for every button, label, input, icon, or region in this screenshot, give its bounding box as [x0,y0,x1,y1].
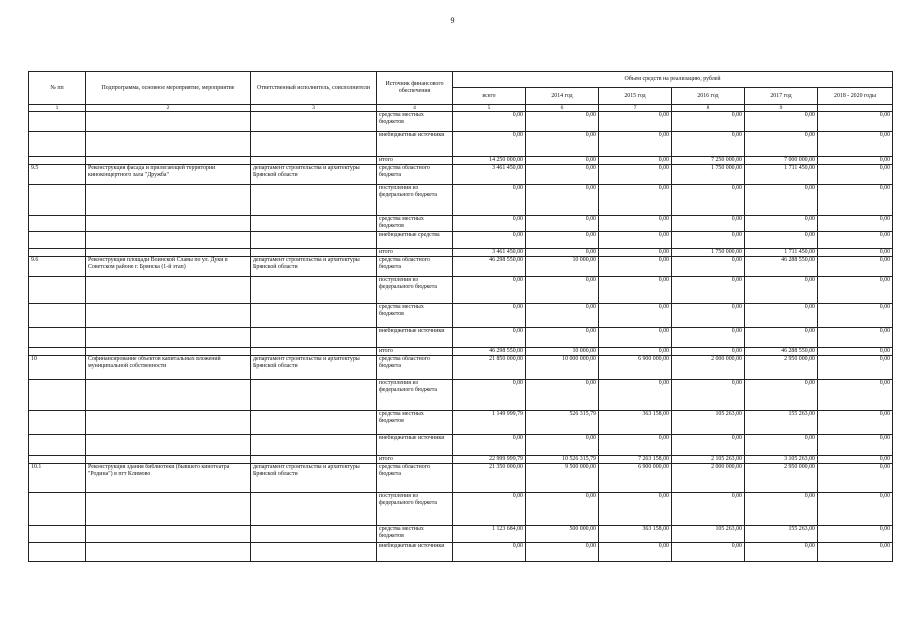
table-row [29,356,893,380]
funding-source: поступления из федерального бюджета [377,493,453,526]
row-number: 9.5 [29,165,86,185]
row-number: 10.1 [29,464,86,493]
amount-2015: 0,00 [599,165,672,185]
row-number [29,493,86,526]
funding-source: поступления из федерального бюджета [377,185,453,216]
amount-2015: 6 900 000,00 [599,464,672,493]
header-2017: 2017 год [745,88,818,105]
amount-2015: 0,00 [599,328,672,348]
table-row [29,456,893,464]
row-number [29,216,86,232]
amount-2014: 10 000,00 [526,348,599,356]
amount-total: 21 850 000,00 [453,356,526,380]
amount-total: 0,00 [453,304,526,328]
budget-table [28,71,893,562]
program-name [86,112,251,132]
executor-name [251,132,377,157]
funding-source: средства областного бюджета [377,165,453,185]
funding-source: средства местных бюджетов [377,411,453,435]
amount-2016: 7 250 000,00 [672,157,745,165]
amount-2016: 2 105 263,00 [672,456,745,464]
index-cell: 8 [672,105,745,112]
amount-2017: 0,00 [745,216,818,232]
amount-2015: 6 900 000,00 [599,356,672,380]
executor-name [251,249,377,257]
row-number [29,456,86,464]
row-number [29,185,86,216]
executor-name [251,232,377,249]
amount-2018-2020: 0,00 [818,112,893,132]
executor-name [251,216,377,232]
funding-source: поступления из федерального бюджета [377,380,453,411]
amount-2018-2020: 0,00 [818,464,893,493]
index-cell: 9 [745,105,818,112]
funding-source: итого [377,249,453,257]
row-number [29,157,86,165]
index-cell: 2 [86,105,251,112]
amount-2018-2020: 0,00 [818,411,893,435]
amount-2015: 0,00 [599,435,672,456]
table-row [29,249,893,257]
funding-source: средства областного бюджета [377,464,453,493]
amount-2017: 0,00 [745,132,818,157]
table-body [29,112,893,562]
page-number: 9 [450,16,455,25]
table-row [29,464,893,493]
amount-2018-2020: 0,00 [818,348,893,356]
funding-source: итого [377,456,453,464]
amount-2016: 105 263,00 [672,411,745,435]
amount-2017: 0,00 [745,112,818,132]
executor-name [251,277,377,304]
amount-2017: 155 263,00 [745,526,818,543]
header-2015: 2015 год [599,88,672,105]
amount-2016: 2 000 000,00 [672,464,745,493]
amount-2018-2020: 0,00 [818,277,893,304]
header-2018-2020: 2018 - 2020 годы [818,88,893,105]
executor-name [251,543,377,562]
amount-2014: 0,00 [526,165,599,185]
table-row [29,435,893,456]
amount-2017: 0,00 [745,232,818,249]
row-number [29,380,86,411]
amount-2015: 0,00 [599,304,672,328]
program-name [86,185,251,216]
row-number [29,435,86,456]
amount-2016: 0,00 [672,435,745,456]
amount-2014: 9 500 000,00 [526,464,599,493]
funding-source: внебюджетные источники [377,132,453,157]
amount-2014: 10 000 000,00 [526,356,599,380]
row-number [29,411,86,435]
program-name [86,232,251,249]
program-name [86,328,251,348]
amount-2015: 0,00 [599,112,672,132]
funding-source: итого [377,348,453,356]
amount-2016: 0,00 [672,232,745,249]
executor-name [251,411,377,435]
program-name [86,304,251,328]
amount-2017: 7 000 000,00 [745,157,818,165]
amount-2017: 2 950 000,00 [745,356,818,380]
table-row [29,185,893,216]
table-row [29,216,893,232]
executor-name [251,157,377,165]
table-row [29,257,893,277]
executor-name [251,380,377,411]
amount-2016: 1 750 000,00 [672,165,745,185]
funding-source: средства местных бюджетов [377,304,453,328]
table-row [29,328,893,348]
program-name [86,157,251,165]
amount-total: 0,00 [453,277,526,304]
amount-2016: 0,00 [672,304,745,328]
funding-source: средства областного бюджета [377,356,453,380]
amount-2016: 0,00 [672,132,745,157]
index-cell: 3 [251,105,377,112]
amount-total: 1 149 999,79 [453,411,526,435]
table-row [29,526,893,543]
funding-source: внебюджетные источники [377,435,453,456]
executor-name [251,304,377,328]
header-source: Источник финансового обеспечения [377,72,453,105]
amount-2016: 0,00 [672,185,745,216]
amount-2017: 46 288 550,00 [745,348,818,356]
row-number [29,132,86,157]
amount-2016: 0,00 [672,328,745,348]
amount-2014: 0,00 [526,185,599,216]
amount-2018-2020: 0,00 [818,249,893,257]
program-name: Софинансирование объектов капитальных вложений муниципальной собственности [86,356,251,380]
table-row [29,132,893,157]
funding-source: внебюджетные источники [377,543,453,562]
table-row [29,543,893,562]
amount-2017: 0,00 [745,304,818,328]
amount-2016: 0,00 [672,277,745,304]
amount-2015: 363 158,00 [599,526,672,543]
executor-name [251,185,377,216]
funding-source: средства областного бюджета [377,257,453,277]
amount-total: 0,00 [453,132,526,157]
row-number [29,348,86,356]
funding-source: поступления из федерального бюджета [377,277,453,304]
amount-2014: 10 000,00 [526,257,599,277]
amount-2018-2020: 0,00 [818,257,893,277]
amount-2016: 0,00 [672,380,745,411]
amount-2014: 0,00 [526,249,599,257]
amount-2014: 0,00 [526,380,599,411]
amount-2018-2020: 0,00 [818,132,893,157]
index-cell: 7 [599,105,672,112]
amount-total: 0,00 [453,435,526,456]
amount-2018-2020: 0,00 [818,304,893,328]
amount-2017: 0,00 [745,493,818,526]
table-row [29,348,893,356]
table-row [29,411,893,435]
amount-2016: 0,00 [672,543,745,562]
amount-2015: 0,00 [599,277,672,304]
amount-2017: 46 288 550,00 [745,257,818,277]
amount-2018-2020: 0,00 [818,526,893,543]
program-name [86,249,251,257]
program-name [86,526,251,543]
row-number [29,304,86,328]
index-cell: 4 [377,105,453,112]
row-number [29,328,86,348]
funding-source: средства местных бюджетов [377,526,453,543]
program-name [86,411,251,435]
amount-2018-2020: 0,00 [818,380,893,411]
amount-2014: 0,00 [526,543,599,562]
amount-2017: 2 950 000,00 [745,464,818,493]
table-row [29,157,893,165]
amount-total: 0,00 [453,232,526,249]
row-number [29,526,86,543]
amount-2015: 0,00 [599,157,672,165]
funding-source: средства местных бюджетов [377,216,453,232]
executor-name [251,493,377,526]
amount-2018-2020: 0,00 [818,157,893,165]
amount-2018-2020: 0,00 [818,328,893,348]
amount-2017: 0,00 [745,185,818,216]
amount-2016: 0,00 [672,216,745,232]
row-number: 10 [29,356,86,380]
header-no: № пп [29,72,86,105]
amount-2017: 1 711 450,00 [745,249,818,257]
row-number [29,277,86,304]
amount-total: 0,00 [453,328,526,348]
program-name: Реконструкция фасада и прилегающей территории киноконцертного зала "Дружба" [86,165,251,185]
executor-name [251,348,377,356]
program-name [86,493,251,526]
executor-name [251,112,377,132]
amount-2017: 0,00 [745,543,818,562]
header-program: Подпрограмма, основное мероприятие, мероприятие [86,72,251,105]
amount-total: 22 999 999,79 [453,456,526,464]
amount-2018-2020: 0,00 [818,435,893,456]
amount-2014: 0,00 [526,157,599,165]
amount-2017: 0,00 [745,277,818,304]
amount-2014: 0,00 [526,216,599,232]
amount-2017: 0,00 [745,380,818,411]
amount-2015: 0,00 [599,232,672,249]
table-row [29,165,893,185]
table-row [29,112,893,132]
program-name [86,435,251,456]
row-number: 9.6 [29,257,86,277]
program-name: Реконструкция здания библиотеки (бывшего кинотеатра "Родина") в пгт Климово [86,464,251,493]
amount-2015: 0,00 [599,249,672,257]
amount-2015: 0,00 [599,257,672,277]
program-name: Реконструкция площади Воинской Славы по ул. Дуки в Советском районе г. Брянска (1-й этап) [86,257,251,277]
amount-2014: 0,00 [526,304,599,328]
table-row [29,380,893,411]
row-number [29,249,86,257]
amount-2016: 0,00 [672,257,745,277]
amount-2018-2020: 0,00 [818,165,893,185]
amount-2017: 0,00 [745,328,818,348]
header-2014: 2014 год [526,88,599,105]
header-2016: 2016 год [672,88,745,105]
column-index-row [29,105,893,112]
funding-source: внебюджетные источники [377,328,453,348]
amount-2014: 0,00 [526,328,599,348]
table-row [29,232,893,249]
amount-2018-2020: 0,00 [818,543,893,562]
amount-2015: 363 158,00 [599,411,672,435]
amount-2017: 1 711 450,00 [745,165,818,185]
amount-total: 46 298 550,00 [453,257,526,277]
amount-total: 0,00 [453,543,526,562]
index-cell: 1 [29,105,86,112]
header-volume: Объем средств на реализацию, рублей [453,72,893,88]
amount-2018-2020: 0,00 [818,216,893,232]
program-name [86,380,251,411]
amount-2015: 0,00 [599,132,672,157]
executor-name [251,328,377,348]
amount-total: 0,00 [453,493,526,526]
amount-2016: 0,00 [672,493,745,526]
amount-total: 3 461 450,00 [453,165,526,185]
amount-2014: 0,00 [526,435,599,456]
executor-name [251,526,377,543]
amount-2018-2020: 0,00 [818,356,893,380]
program-name [86,132,251,157]
amount-2014: 10 526 315,79 [526,456,599,464]
table-row [29,304,893,328]
amount-2017: 3 105 263,00 [745,456,818,464]
amount-2015: 0,00 [599,380,672,411]
amount-total: 3 461 450,00 [453,249,526,257]
amount-2018-2020: 0,00 [818,456,893,464]
amount-2015: 0,00 [599,216,672,232]
program-name [86,456,251,464]
executor-name: департамент строительства и архитектуры Брянской области [251,464,377,493]
amount-total: 1 123 684,00 [453,526,526,543]
index-cell: 5 [453,105,526,112]
amount-2016: 0,00 [672,112,745,132]
amount-2014: 0,00 [526,132,599,157]
funding-source: внебюджетные средства [377,232,453,249]
amount-total: 46 298 550,00 [453,348,526,356]
header-executor: Ответственный исполнитель, соисполнители [251,72,377,105]
executor-name [251,435,377,456]
amount-2016: 2 000 000,00 [672,356,745,380]
amount-2014: 0,00 [526,232,599,249]
amount-total: 14 250 000,00 [453,157,526,165]
amount-2014: 500 000,00 [526,526,599,543]
amount-total: 0,00 [453,185,526,216]
amount-2017: 155 263,00 [745,411,818,435]
executor-name: департамент строительства и архитектуры Брянской области [251,257,377,277]
executor-name: департамент строительства и архитектуры Брянской области [251,356,377,380]
amount-2016: 105 263,00 [672,526,745,543]
amount-2014: 0,00 [526,112,599,132]
amount-2018-2020: 0,00 [818,493,893,526]
amount-total: 0,00 [453,380,526,411]
table-row [29,277,893,304]
amount-2015: 0,00 [599,543,672,562]
amount-2015: 0,00 [599,348,672,356]
amount-total: 0,00 [453,216,526,232]
header-total: всего [453,88,526,105]
amount-2018-2020: 0,00 [818,185,893,216]
index-cell [818,105,893,112]
amount-2016: 0,00 [672,348,745,356]
amount-total: 21 350 000,00 [453,464,526,493]
program-name [86,277,251,304]
amount-2015: 0,00 [599,185,672,216]
executor-name [251,456,377,464]
program-name [86,216,251,232]
amount-total: 0,00 [453,112,526,132]
program-name [86,543,251,562]
amount-2018-2020: 0,00 [818,232,893,249]
index-cell: 6 [526,105,599,112]
program-name [86,348,251,356]
amount-2014: 526 315,79 [526,411,599,435]
row-number [29,112,86,132]
amount-2017: 0,00 [745,435,818,456]
amount-2015: 7 263 158,00 [599,456,672,464]
funding-source: итого [377,157,453,165]
executor-name: департамент строительства и архитектуры Брянской области [251,165,377,185]
table-row [29,493,893,526]
row-number [29,543,86,562]
amount-2015: 0,00 [599,493,672,526]
amount-2016: 1 750 000,00 [672,249,745,257]
funding-source: средства местных бюджетов [377,112,453,132]
row-number [29,232,86,249]
amount-2014: 0,00 [526,277,599,304]
amount-2014: 0,00 [526,493,599,526]
